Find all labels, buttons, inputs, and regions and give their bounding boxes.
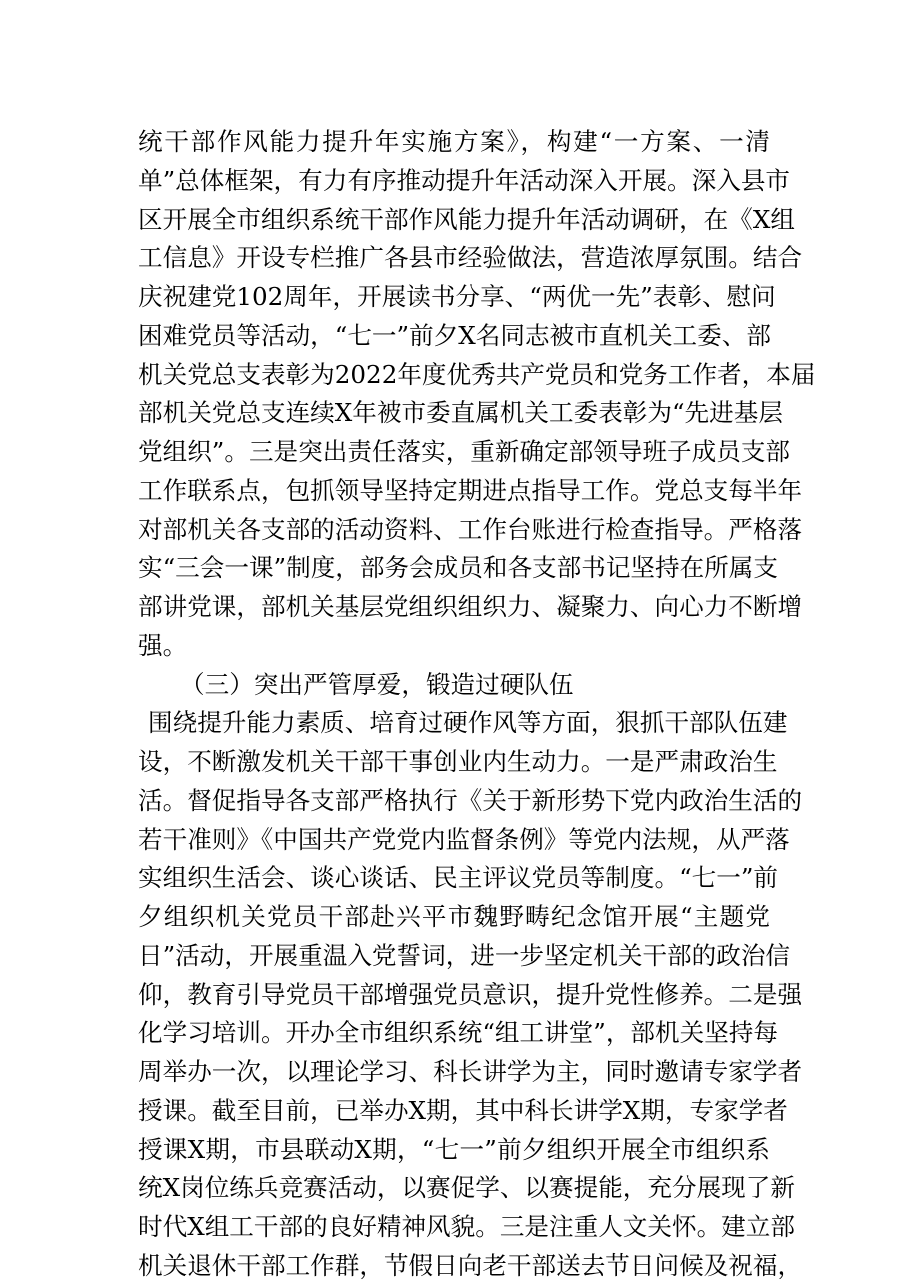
paragraph-line: 党组织”。三是突出责任落实，重新确定部领导班子成员支部 bbox=[138, 437, 791, 466]
paragraph-line: 实“三会一课”制度，部务会成员和各支部书记坚持在所属支 bbox=[138, 553, 778, 582]
paragraph-line: 工作联系点，包抓领导坚持定期进点指导工作。党总支每半年 bbox=[138, 476, 803, 505]
paragraph-line: 日”活动，开展重温入党誓词，进一步坚定机关干部的政治信 bbox=[138, 941, 791, 970]
paragraph-line: 仰，教育引导党员干部增强党员意识，提升党性修养。二是强 bbox=[138, 980, 803, 1009]
paragraph-line: 机关退休干部工作群，节假日向老干部送去节日问候及祝福， bbox=[138, 1251, 803, 1280]
paragraph-line: 单”总体框架，有力有序推动提升年活动深入开展。深入县市 bbox=[138, 166, 791, 195]
paragraph-line: 活。督促指导各支部严格执行《关于新形势下党内政治生活的 bbox=[138, 786, 803, 815]
paragraph-line: 化学习培训。开办全市组织系统“组工讲堂”，部机关坚持每 bbox=[138, 1018, 778, 1047]
paragraph-line: 围绕提升能力素质、培育过硬作风等方面，狠抓干部队伍建 bbox=[148, 708, 788, 737]
paragraph-line: 统X岗位练兵竞赛活动，以赛促学、以赛提能，充分展现了新 bbox=[138, 1173, 795, 1202]
paragraph-line: 实组织生活会、谈心谈话、民主评议党员等制度。“七一”前 bbox=[138, 863, 778, 892]
paragraph-line: 机关党总支表彰为2022年度优秀共产党员和党务工作者，本届 bbox=[138, 360, 816, 389]
paragraph-line: 工信息》开设专栏推广各县市经验做法，营造浓厚氛围。结合 bbox=[138, 243, 803, 272]
paragraph-line: 困难党员等活动，“七一”前夕X名同志被市直机关工委、部 bbox=[138, 321, 771, 350]
paragraph-line: 区开展全市组织系统干部作风能力提升年活动调研，在《X组 bbox=[138, 205, 795, 234]
paragraph-line: 对部机关各支部的活动资料、工作台账进行检查指导。严格落 bbox=[138, 515, 803, 544]
paragraph-line: 夕组织机关党员干部赴兴平市魏野畴纪念馆开展“主题党 bbox=[138, 902, 770, 931]
paragraph-line: 若干准则》《中国共产党党内监督条例》等党内法规，从严落 bbox=[138, 825, 790, 854]
paragraph-line: 授课。截至目前，已举办X期，其中科长讲学X期，专家学者 bbox=[138, 1096, 788, 1125]
paragraph-line: 统干部作风能力提升年实施方案》，构建“一方案、一清 bbox=[138, 127, 770, 156]
paragraph-line: 时代X组工干部的良好精神风貌。三是注重人文关怀。建立部 bbox=[138, 1212, 795, 1241]
paragraph-line: 设，不断激发机关干部干事创业内生动力。一是严肃政治生 bbox=[138, 747, 778, 776]
paragraph-line: 周举办一次，以理论学习、科长讲学为主，同时邀请专家学者 bbox=[138, 1057, 803, 1086]
paragraph-line: 庆祝建党102周年，开展读书分享、“两优一先”表彰、慰问 bbox=[138, 282, 776, 311]
paragraph-line: 部讲党课，部机关基层党组织组织力、凝聚力、向心力不断增 bbox=[138, 592, 803, 621]
paragraph-line: 强。 bbox=[138, 631, 188, 660]
paragraph-line: 部机关党总支连续X年被市委直属机关工委表彰为“先进基层 bbox=[138, 398, 783, 427]
section-heading: （三）突出严管厚爱，锻造过硬队伍 bbox=[180, 670, 574, 699]
paragraph-line: 授课X期，市县联动X期，“七一”前夕组织开展全市组织系 bbox=[138, 1135, 770, 1164]
